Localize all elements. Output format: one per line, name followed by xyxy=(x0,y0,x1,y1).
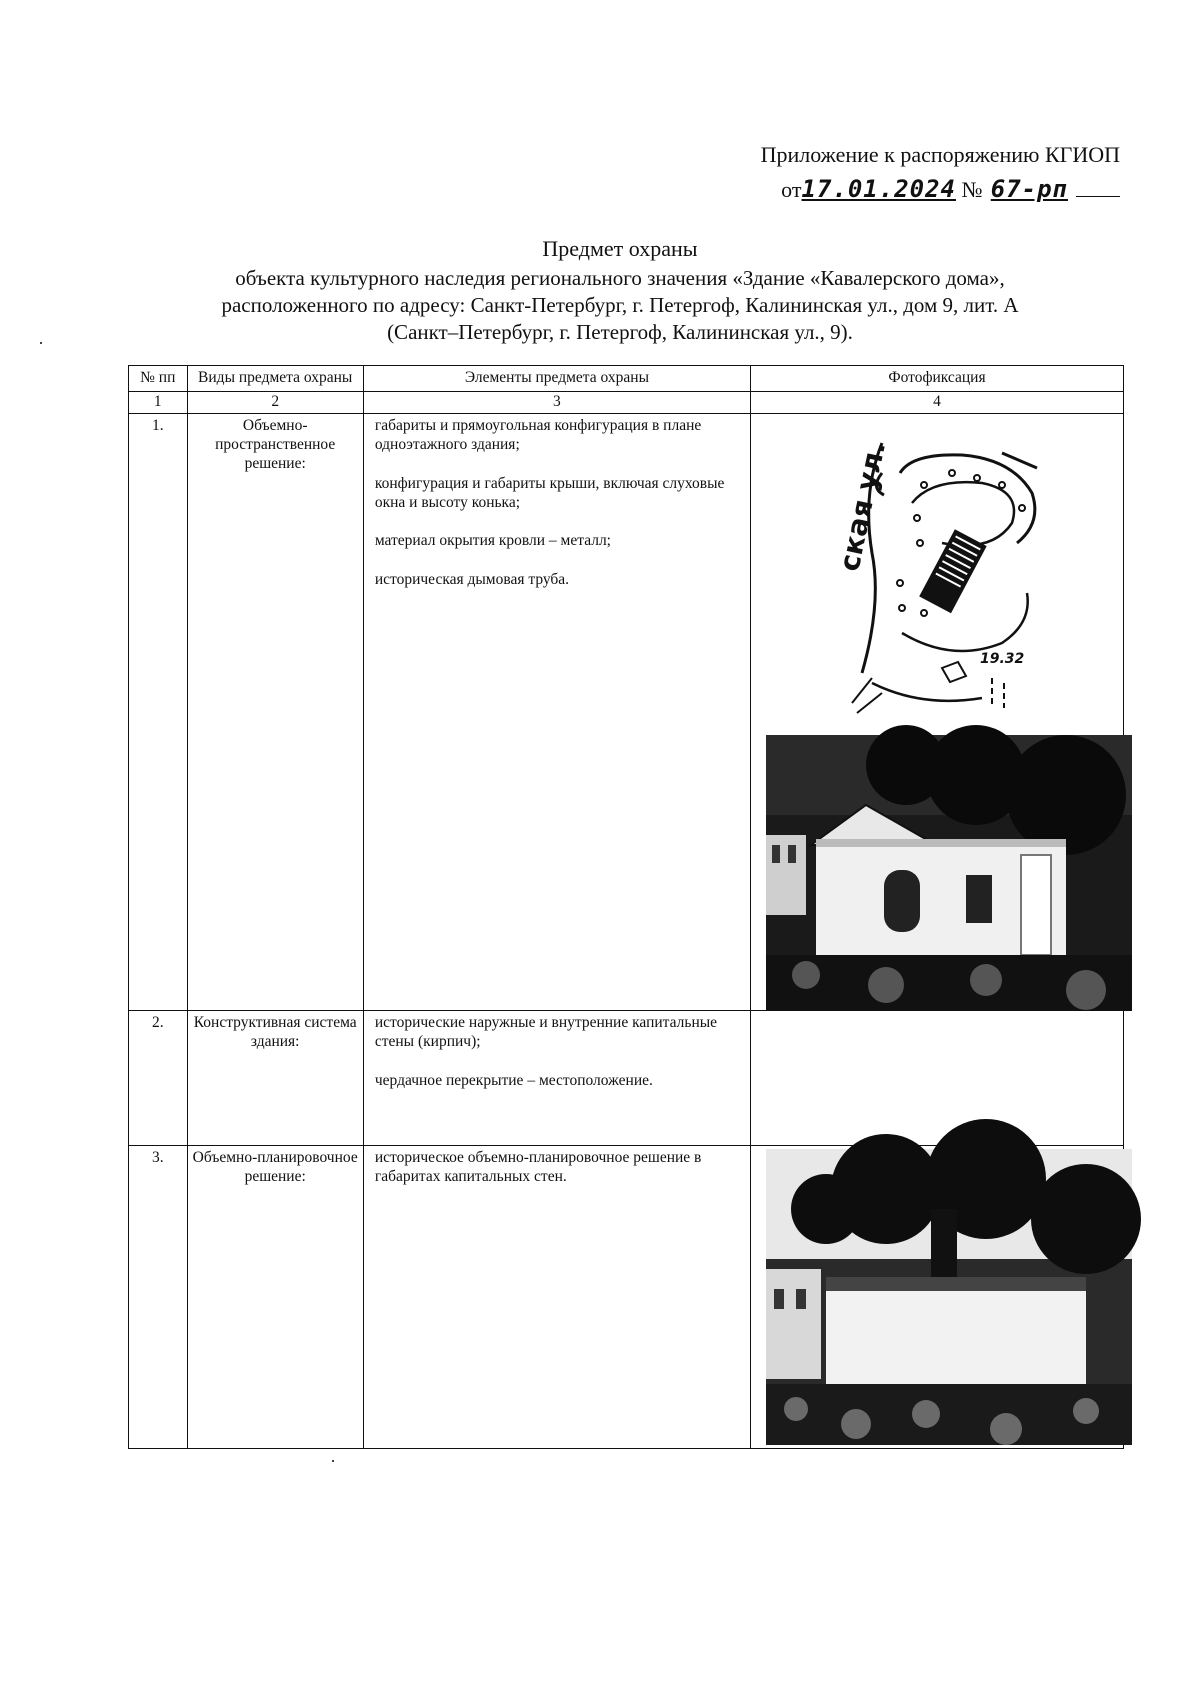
date-prefix: от xyxy=(781,176,802,202)
protection-table xyxy=(128,365,1124,1449)
column-number: 4 xyxy=(750,391,1123,413)
photo-stack xyxy=(756,417,1118,1007)
header-photo: Фотофиксация xyxy=(750,366,1123,392)
protection-element: конфигурация и габариты крыши, включая слуховые окна и высоту конька; xyxy=(374,474,725,511)
trailing-underline xyxy=(1076,196,1120,197)
title-line-4: (Санкт–Петербург, г. Петергоф, Калининская ул., 9). xyxy=(387,319,853,344)
table-row xyxy=(129,413,1124,1010)
building-photo xyxy=(766,735,1132,1011)
document-header xyxy=(761,140,1120,206)
photo-stack xyxy=(756,1149,1118,1445)
protection-kind: Конструктивная система здания: xyxy=(187,1010,363,1145)
scan-speck xyxy=(332,1460,334,1462)
protection-element: материал окрытия кровли – металл; xyxy=(374,532,611,550)
protection-elements-cell xyxy=(363,413,750,1010)
row-number: 2. xyxy=(129,1010,188,1145)
column-number-row xyxy=(129,391,1124,413)
column-number: 2 xyxy=(187,391,363,413)
protection-elements-cell xyxy=(363,1145,750,1448)
order-date: 17.01.2024 xyxy=(801,174,956,203)
protection-kind: Объемно-планировочное решение: xyxy=(187,1145,363,1448)
appendix-title: Приложение к распоряжению КГИОП xyxy=(760,142,1120,167)
title-line-1: Предмет охраны xyxy=(542,236,698,261)
scan-speck xyxy=(40,342,42,344)
protection-element: историческое объемно-планировочное решение в габаритах капитальных стен. xyxy=(374,1148,702,1185)
row-number: 3. xyxy=(129,1145,188,1448)
protection-kind: Объемно-пространственное решение: xyxy=(187,413,363,1010)
order-number: 67-рп xyxy=(990,174,1068,203)
header-kind: Виды предмета охраны xyxy=(187,366,363,392)
photo-cell-empty xyxy=(750,1010,1123,1145)
order-line xyxy=(761,173,1120,207)
table-header-row xyxy=(129,366,1124,392)
map-elevation-label: 19.32 xyxy=(979,650,1025,667)
number-prefix: № xyxy=(961,176,983,202)
protection-element: исторические наружные и внутренние капитальные стены (кирпич); xyxy=(374,1013,718,1050)
column-number: 3 xyxy=(363,391,750,413)
column-number: 1 xyxy=(129,391,188,413)
table-row xyxy=(129,1145,1124,1448)
header-no: № пп xyxy=(129,366,188,392)
title-line-2: объекта культурного наследия регионального значения «Здание «Кавалерского дома», xyxy=(235,266,1005,291)
title-line-3: расположенного по адресу: Санкт-Петербург, г. Петергоф, Калининская ул., дом 9, лит. А xyxy=(221,293,1019,318)
protection-elements-cell xyxy=(363,1010,750,1145)
photo-cell xyxy=(750,1145,1123,1448)
map-street-label: ская ул. xyxy=(832,438,893,574)
protection-element: чердачное перекрытие – местоположение. xyxy=(374,1071,653,1089)
protection-element: габариты и прямоугольная конфигурация в плане одноэтажного здания; xyxy=(374,416,702,453)
header-elements: Элементы предмета охраны xyxy=(363,366,750,392)
protection-element: историческая дымовая труба. xyxy=(374,571,570,589)
photo-cell xyxy=(750,413,1123,1010)
document-title xyxy=(120,235,1120,346)
courtyard-photo xyxy=(766,1149,1132,1445)
site-plan-map xyxy=(832,433,1042,718)
row-number: 1. xyxy=(129,413,188,1010)
